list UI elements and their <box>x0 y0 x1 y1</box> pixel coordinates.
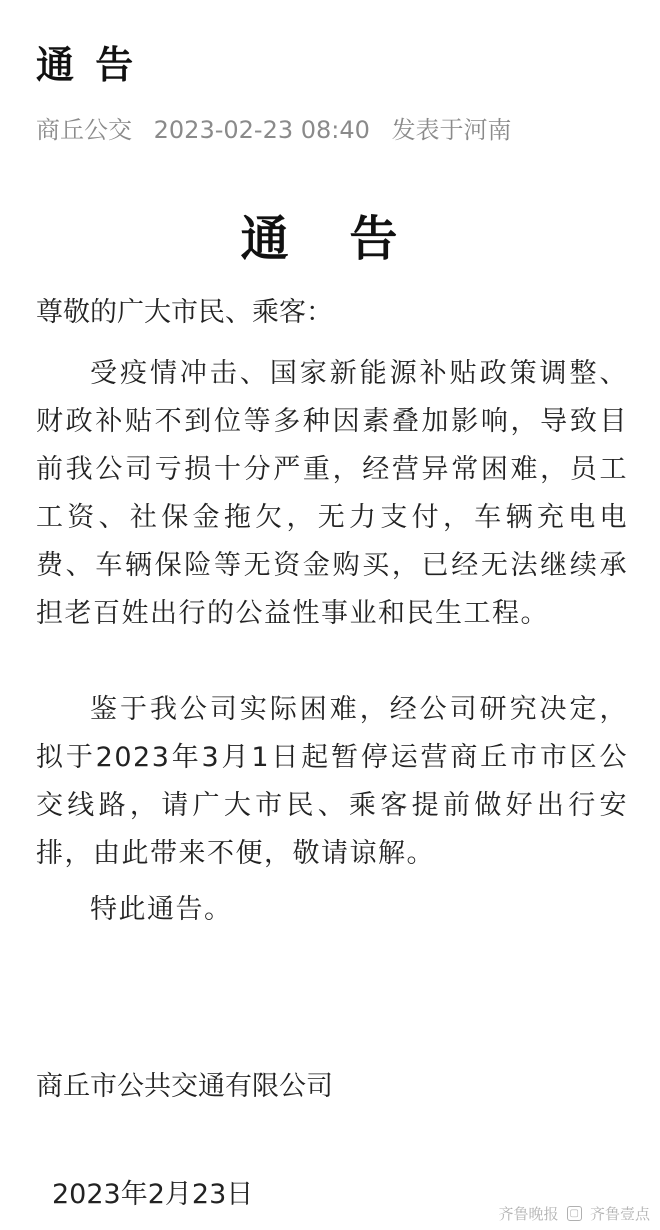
notice-heading: 通 告 <box>240 211 420 267</box>
small-box-icon: ▢ <box>567 1206 582 1221</box>
author-name[interactable]: 商丘公交 <box>36 116 132 144</box>
notice-company: 商丘市公共交通有限公司 <box>36 1071 333 1102</box>
publish-location: 发表于河南 <box>391 116 512 144</box>
watermark <box>499 1203 650 1224</box>
notice-salutation: 尊敬的广大市民、乘客： <box>36 297 333 328</box>
article-meta <box>36 110 526 145</box>
notice-paragraph: 鉴于我公司实际困难，经公司研究决定，拟于2023年3月1日起暂停运营商丘市市区公交线路，请广大市民、乘客提前做好出行安排，由此带来不便，敬请谅解。 <box>36 694 628 869</box>
watermark-text: 齐鲁晚报 <box>498 1205 559 1223</box>
notice-date: 2023年2月23日 <box>52 1179 254 1210</box>
article-title: 通 告 <box>36 43 138 87</box>
watermark-text: 齐鲁壹点 <box>589 1205 650 1223</box>
notice-paragraph: 特此通告。 <box>90 894 233 925</box>
publish-timestamp: 2023-02-23 08:40 <box>153 116 370 144</box>
notice-paragraph: 受疫情冲击、国家新能源补贴政策调整、财政补贴不到位等多种因素叠加影响，导致目前我公司亏损十分严重，经营异常困难，员工工资、社保金拖欠，无力支付，车辆充电电费、车辆保险等无资金购买，已经无法继续承担老百姓出行的公益性事业和民生工程。 <box>36 358 628 629</box>
